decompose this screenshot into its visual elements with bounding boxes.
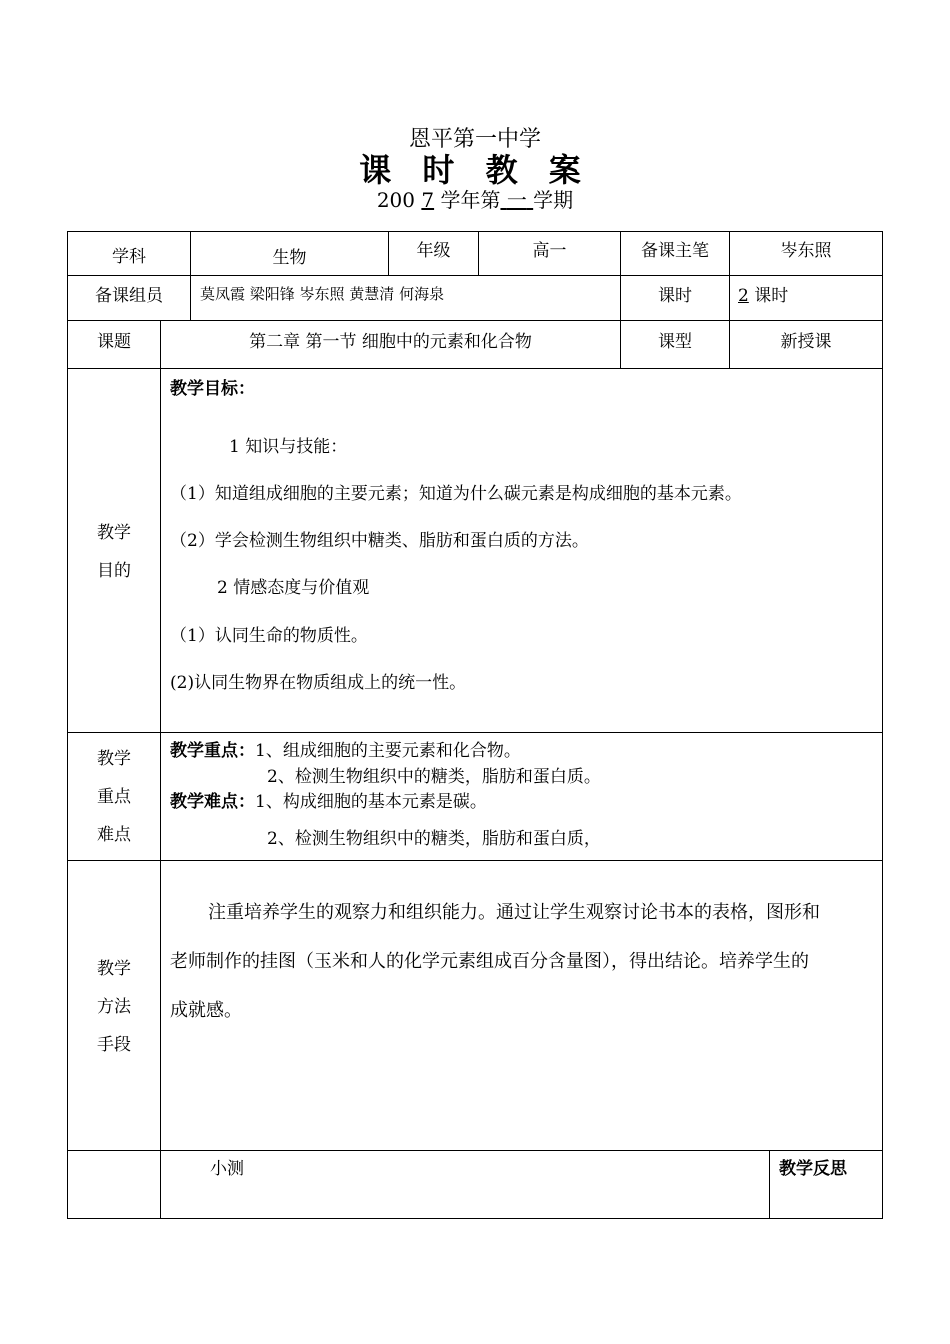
focus-heading: 教学重点：	[170, 741, 255, 761]
focus-item-2: 2、检测生物组织中的糖类，脂肪和蛋白质。	[267, 767, 601, 787]
objective-line-2: （1）知道组成细胞的主要元素；知道为什么碳元素是构成细胞的基本元素。	[170, 484, 742, 504]
methods-line-2: 老师制作的挂图（玉米和人的化学元素组成百分含量图），得出结论。培养学生的	[170, 951, 809, 972]
objective-line-3: （2）学会检测生物组织中糖类、脂肪和蛋白质的方法。	[170, 531, 589, 551]
term-line	[0, 184, 950, 213]
subject-value: 生物	[272, 248, 307, 268]
methods-line-1: 注重培养学生的观察力和组织能力。通过让学生观察讨论书本的表格，图形和	[208, 902, 820, 923]
objectives-heading: 教学目标：	[170, 379, 255, 399]
hours-value	[738, 281, 882, 306]
topic-value: 第二章 第一节 细胞中的元素和化合物	[249, 332, 532, 352]
methods-line-3: 成就感。	[170, 1000, 242, 1021]
keypoints-label: 教学 重点 难点	[97, 749, 131, 845]
year-digit: 7	[421, 188, 435, 212]
lesson-type-label: 课型	[658, 332, 692, 352]
subject-label: 学科	[112, 247, 146, 267]
lead-teacher-label: 备课主笔	[641, 241, 709, 261]
lead-teacher-value: 岑东照	[780, 241, 832, 261]
lesson-type-value: 新授课	[780, 332, 832, 352]
objectives-label: 教学 目的	[97, 523, 131, 581]
difficulty-item-1: 1、构成细胞的基本元素是碳。	[255, 792, 487, 812]
topic-label: 课题	[97, 332, 131, 352]
quiz-label: 小测	[210, 1159, 244, 1179]
term-prefix: 200	[376, 188, 422, 212]
grade-value: 高一	[532, 241, 567, 261]
difficulty-heading: 教学难点：	[170, 792, 255, 812]
objective-line-4: 2 情感态度与价值观	[217, 578, 370, 598]
focus-item-1: 1、组成细胞的主要元素和化合物。	[255, 741, 521, 761]
members-value: 莫凤霞 梁阳锋 岑东照 黄慧清 何海泉	[200, 285, 445, 303]
grade-label: 年级	[416, 241, 451, 261]
focus-line-1	[170, 736, 521, 761]
document-title: 课 时 教 案	[359, 151, 591, 189]
school-name: 恩平第一中学	[408, 127, 541, 152]
term-suffix: 学期	[533, 188, 574, 212]
objective-line-5: （1）认同生命的物质性。	[170, 626, 368, 646]
objective-line-6: (2)认同生物界在物质组成上的统一性。	[170, 673, 467, 693]
semester-blank: 一	[506, 188, 527, 212]
methods-label: 教学 方法 手段	[97, 959, 131, 1055]
hours-label: 课时	[658, 286, 692, 306]
reflection-label: 教学反思	[779, 1159, 847, 1179]
term-mid: 学年第	[434, 188, 501, 212]
difficulty-item-2: 2、检测生物组织中的糖类，脂肪和蛋白质，	[267, 829, 601, 849]
hours-unit: 课时	[748, 286, 789, 306]
hours-number: 2	[738, 286, 749, 306]
difficulty-line-1	[170, 787, 487, 812]
members-label: 备课组员	[95, 286, 163, 306]
objective-line-1: 1 知识与技能：	[229, 437, 348, 457]
